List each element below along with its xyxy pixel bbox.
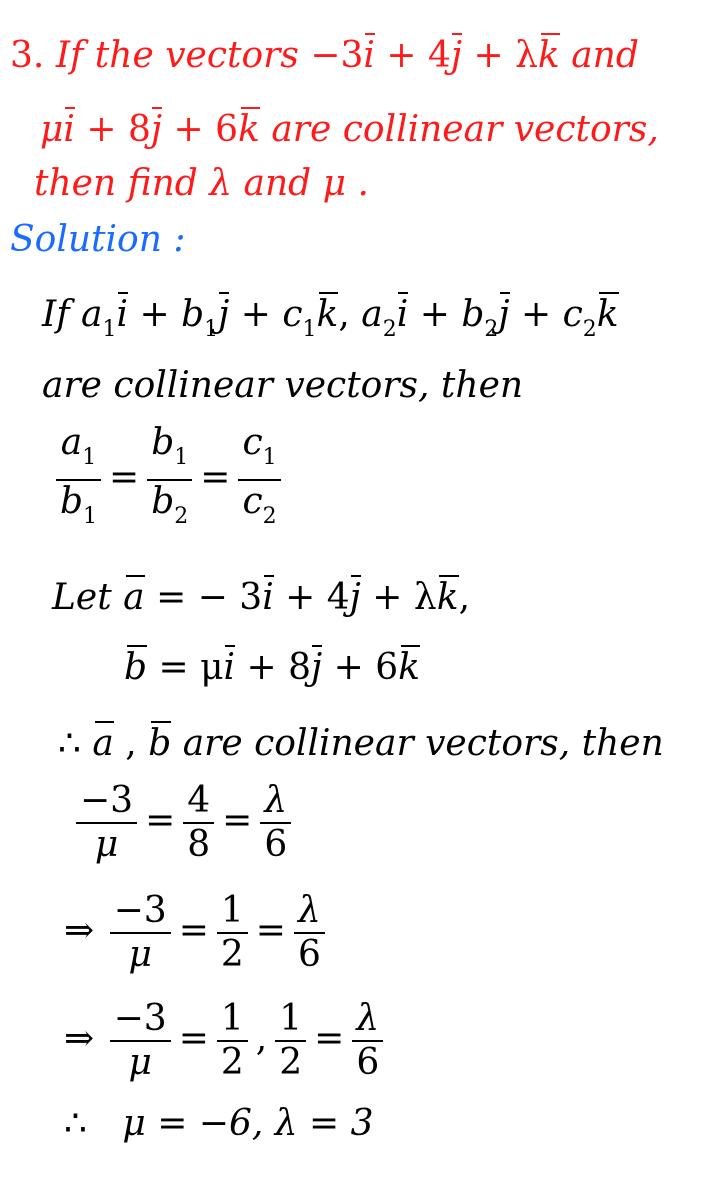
equation-3: ⇒ $\frac{-3}{\mu}$ = $\frac{1}{2}$ , $\frac{1}{2}$ = $\frac{\lambda}{6}$ bbox=[64, 998, 387, 1084]
final-answer: μ = −6, λ = 3 bbox=[122, 1103, 374, 1144]
since-line: ∴ a , b are collinear vectors, then bbox=[58, 723, 664, 764]
condition-line-2: are collinear vectors, then bbox=[42, 365, 524, 406]
fraction: $\frac{b_1}{b_2}$ bbox=[147, 422, 192, 538]
problem-text: If the vectors bbox=[55, 35, 299, 76]
fraction: $\frac{a_1}{b_1}$ bbox=[56, 422, 101, 538]
unit-vector-j: j bbox=[150, 109, 163, 150]
let-b-line: b = μi + 8j + 6k bbox=[124, 647, 420, 688]
fraction: $\frac{c_1}{c_2}$ bbox=[238, 422, 280, 538]
problem-line-3: then find λ and μ . bbox=[34, 163, 369, 204]
equation-2: ⇒ $\frac{-3}{\mu}$ = $\frac{1}{2}$ = $\frac{\lambda}{6}$ bbox=[64, 890, 329, 976]
vector-b: b bbox=[124, 647, 148, 688]
problem-line-2: μi + 8j + 6k are collinear vectors, bbox=[40, 109, 659, 150]
unit-vector-j: j bbox=[450, 35, 463, 76]
unit-vector-i: i bbox=[63, 109, 75, 150]
unit-vector-i: i bbox=[363, 35, 375, 76]
unit-vector-k: k bbox=[238, 109, 260, 150]
equation-1: $\frac{-3}{\mu}$ = $\frac{4}{8}$ = $\frac{\lambda}{6}$ bbox=[72, 780, 295, 866]
vector-a: a bbox=[123, 577, 145, 618]
problem-line-1: 3. If the vectors −3i + 4j + λk and bbox=[10, 35, 639, 76]
problem-number: 3. bbox=[10, 35, 45, 76]
let-a-line: Let a = − 3i + 4j + λk, bbox=[52, 577, 471, 618]
solution-label: Solution : bbox=[10, 219, 186, 260]
result-line: ∴ μ = −6, λ = 3 bbox=[64, 1103, 374, 1144]
condition-line-1: If $a_1i + b_1j + c_1k$, $a_2i + b_2j + c_2k$ bbox=[42, 294, 619, 342]
ratio-equation: $\frac{a_1}{b_1}$ = $\frac{b_1}{b_2}$ = $\frac{c_1}{c_2}$ bbox=[52, 422, 285, 538]
unit-vector-k: k bbox=[537, 35, 560, 76]
